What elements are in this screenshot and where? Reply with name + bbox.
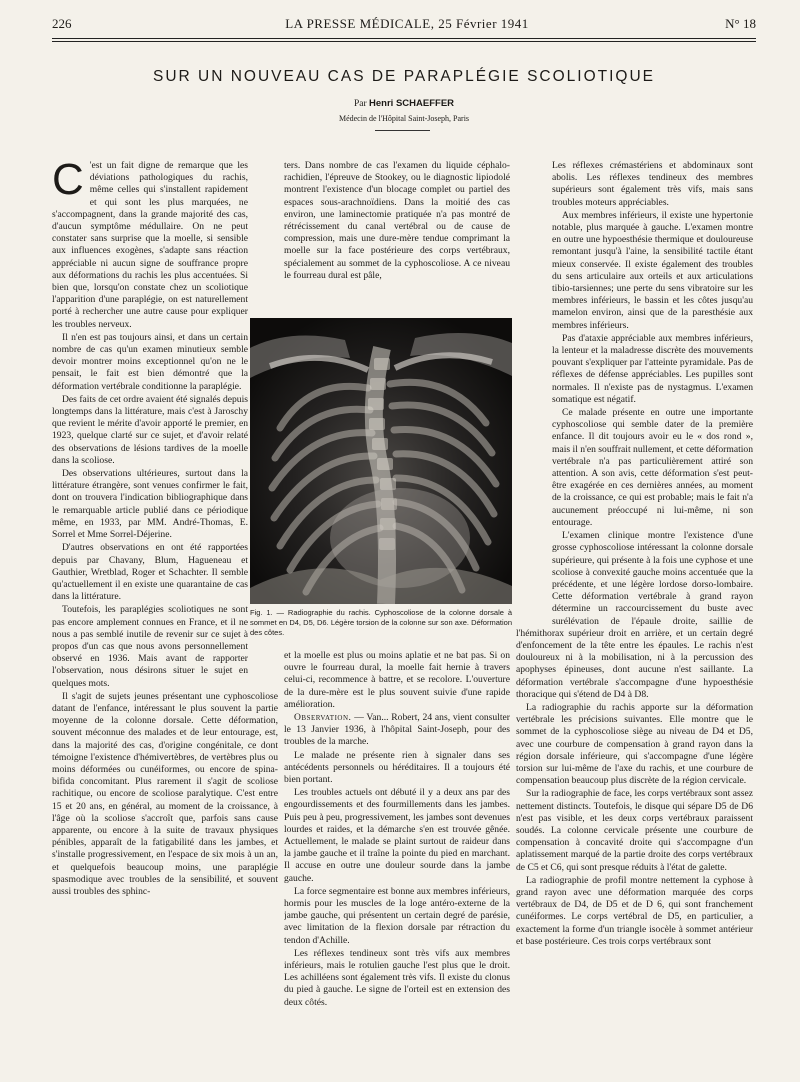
paragraph: Les réflexes tendineux sont très vifs aux membres inférieurs, mais le rotulien gauche l'est plus que le droit. Les achilléens sont également très vifs. Il existe du clonus du pied à gauche. Le signe de l'orteil est en extension des deux côtés. — [284, 947, 510, 1008]
header-rule-thin — [52, 41, 756, 42]
observation-label: Observation. — [294, 712, 352, 724]
paragraph: Toutefois, les paraplégies scoliotiques ne sont pas encore amplement connues en France, et il ne nous a pas semblé inutile de revenir sur ce sujet à propos d'un cas que nous avons personnellement observé en 1936. Mais avant de rapporter l'observation, nous désirons situer le sujet en quelques mots. — [52, 604, 248, 689]
paragraph: Aux membres inférieurs, il existe une hypertonie notable, plus marquée à gauche. L'examen montre en outre une hypoesthésie thermique et douloureuse remontant jusqu'à l'aine, la sensibilité tactile étant mieux conservée. Il existe également des troubles du sens articulaire aux orteils et aux articulations tibio-tarsiennes; une perte du sens vibratoire sur les membres inférieurs, le bassin et les côtes jusqu'au mamelon environ, ainsi que de la paresthésie aux membres inférieurs. — [552, 209, 753, 331]
column-1 — [52, 160, 278, 1030]
author-prefix: Par — [353, 99, 367, 109]
paragraph: D'autres observations en ont été rapportées depuis par Chavany, Blum, Hagueneau et Gauthier, Wretblad, Roger et Schachter. Il semble qu'actuellement il en existe une quarantaine de cas dans la littérature. — [52, 542, 248, 603]
paragraph: La radiographie de profil montre nettement la cyphose à grand rayon avec une déformation marquée des corps vertébraux de D4, de D5 et de D 6, qui sont franchement cunéiformes. Le corps vertébral de D5, en particulier, a exactement la forme d'un triangle isocèle à sommet antérieur et base postérieure. Ces trois corps vertébraux sont — [516, 874, 753, 947]
page-number: 226 — [52, 16, 72, 31]
figure-caption: Fig. 1. — Radiographie du rachis. Cyphoscoliose de la colonne dorsale à sommet en D4, D5, D6. Légère torsion de la colonne sur son axe. Déformation des côtes. — [250, 608, 512, 637]
paragraph: et la moelle est plus ou moins aplatie et ne bat pas. Si on ouvre le fourreau dural, la moelle fait hernie à travers celui-ci, recommence à battre, et se recolore. L'ouverture de la dure-mère est le plus souvent suivie d'une rapide amélioration. — [284, 650, 510, 710]
author-affiliation: Médecin de l'Hôpital Saint-Joseph, Paris — [338, 114, 470, 123]
paragraph: ters. Dans nombre de cas l'examen du liquide céphalo-rachidien, l'épreuve de Stookey, ou le diagnostic lipiodolé montrent l'existence d'un blocage complet ou partiel des espaces sous-arachnoïdiens. Dans la moitié des cas environ, une laminectomie pratiquée n'a pas montré de rétrécissement du canal vertébral ou de cause de compression, mais une dure-mère tendue comprimant la moelle sur la face postérieure des corps vertébraux, spécialement au sommet de la cyphoscoliose. A ce niveau le fourreau dural est pâle, — [284, 160, 510, 281]
observation-paragraph: Observation. — Van... Robert, 24 ans, vient consulter le 13 Janvier 1936, à l'hôpital Saint-Joseph, pour des troubles de la marche. — [284, 712, 510, 748]
paragraph: Les troubles actuels ont débuté il y a deux ans par des engourdissements et des fourmillements dans les jambes. Puis peu à peu, progressivement, les jambes sont devenues lourdes et raides, et la démarche s'en est trouvée gênée. Actuellement, le malade se plaint surtout de raideur dans la jambe gauche et il traîne la pointe du pied en marchant. Il accuse en outre une douleur sourde dans la jambe gauche. — [284, 787, 510, 884]
journal-title: LA PRESSE MÉDICALE, 25 Février 1941 — [285, 16, 529, 31]
paragraph: C 'est un fait digne de remarque que les déviations pathologiques du rachis, même celles qui s'installent rapidement et qui sont les plus marquées, ne s'accompagnent, dans la grande majorité des cas, d'aucun symptôme médullaire. On ne peut constater sans surprise que la moelle, si sensible aux influences exogènes, s'adapte sans réaction appréciable ni aucun signe de souffrance propre aux déformations du rachis les plus accentuées. Si bien que, lorsqu'on constate chez un scoliotique l'apparition d'une paraplégie, on est naturellement porté à rechercher une autre cause pour expliquer les troubles nerveux. — [52, 160, 248, 330]
xray-figure — [250, 318, 512, 604]
paragraph: Les réflexes crémastériens et abdominaux sont abolis. Les réflexes tendineux des membres supérieurs sont également très vifs, mais sans troubles moteurs appréciables. — [552, 160, 753, 208]
drop-cap: C — [52, 160, 84, 204]
issue-number: N° 18 — [725, 16, 756, 31]
column-2-top — [284, 160, 510, 312]
column-3 — [516, 160, 753, 1030]
paragraph: La radiographie du rachis apporte sur la déformation vertébrale les précisions suivantes. Elle montre que le sommet de la cyphoscoliose siège au niveau de D4 et D5, avec une courbure de compensation à grand rayon dans la région dorsale inférieure, qui s'accompagne d'une légère torsion sur lui-même de l'axe du rachis, et une courbure de compensation beaucoup plus discrète de la région cervicale. — [516, 701, 753, 787]
paragraph: Le malade ne présente rien à signaler dans ses antécédents personnels ou héréditaires. Il a toujours été bien portant. — [284, 749, 510, 786]
paragraph: Ce malade présente en outre une importante cyphoscoliose qui semble dater de la première enfance. Il dit toujours avoir eu le « dos rond », mais il n'en souffrait nullement, et cette déformation vertébrale n'a pas particulièrement attiré son attention. A son avis, cette déformation s'est peut-être exagérée en ces dernières années, au moment de la croissance, ce qui est probable; mais le fait n'a aucunement préoccupé ni lui-même, ni son entourage. — [552, 407, 753, 528]
column-2-bottom — [284, 650, 510, 1030]
paragraph: Il s'agit de sujets jeunes présentant une cyphoscoliose datant de l'enfance, intéressant le plus souvent la partie moyenne de la colonne dorsale. Cette déformation, souvent méconnue des malades et de leur entourage, est, dans la majorité des cas, d'origine congénitale, ce dont témoigne l'existence d'hémivertèbres, de vertèbres plus ou moins déformées ou cunéiformes, ou encore de spina-bifida concomitant. Plus rarement il s'agit de scoliose rachitique, ou encore de scoliose paralytique. C'est entre 15 et 20 ans, en général, au moment de la croissance, à l'âge où la scoliose s'accroît que, parfois sans cause apparente, ou encore à la suite de travaux physiques pénibles, apparaît de la fatigabilité dans les jambes, et s'installe progressivement, en l'espace de six mois à un an, et quelquefois beaucoup moins, une paraplégie spasmodique avec troubles de la sensibilité, et souvent aussi troubles des sphinc- — [52, 690, 278, 897]
paragraph: L'examen clinique montre l'existence d'une grosse cyphoscoliose intéressant la colonne dorsale supérieure, qui présente à la fois une cyphose et une scoliose à convexité gauche moins accentuée que la précédente, et une légère lordose dorso-lombaire. Cette déformation vertébrale à grand rayon détermine un raccourcissement du buste avec surélévation de l'épaule droite, saillie de l'hémithorax supérieur droit en arrière, et un certain degré d'enfoncement de la tête entre les épaules. Le rachis n'est douloureux ni à la mobilisation, ni à la percussion des apophyses épineuses, dont aucune n'est saillante. La déformation vertébrale s'accompagne d'une hypoesthésie thoracique qui s'étend de D4 à D8. — [516, 530, 753, 700]
paragraph: Sur la radiographie de face, les corps vertébraux sont assez nettement distincts. Toutefois, le disque qui sépare D5 de D6 n'est pas visible, et les deux corps vertébraux paraissent soudés. La colonne cervicale présente une courbure de compensation à concavité droite qui s'accompagne d'un aplatissement marqué de la partie droite des corps vertébraux de C5 et C6, qui sont presque réduits à l'état de galette. — [516, 788, 753, 873]
header-rule — [52, 38, 756, 39]
xray-image — [250, 318, 512, 604]
title-divider — [375, 130, 430, 131]
paragraph: Il n'en est pas toujours ainsi, et dans un certain nombre de cas qu'un examen minutieux semble devoir montrer moins exceptionnel qu'on ne le pensait, le fait est bien démontré que la déformation vertébrale conditionne la paraplégie. — [52, 331, 248, 392]
author-line — [52, 98, 756, 109]
article-title: SUR UN NOUVEAU CAS DE PARAPLÉGIE SCOLIOTIQUE — [153, 68, 655, 85]
author-name: Henri SCHAEFFER — [369, 98, 455, 109]
paragraph: Des faits de cet ordre avaient été signalés depuis longtemps dans la littérature, mais c'est à Jaroschy que revient le mérite d'avoir apporté le premier, en 1923, quelque clarté sur ce sujet, et d'avoir relaté des observations de lésions tardives de la moelle dans la scoliose. — [52, 393, 248, 466]
paragraph: Des observations ultérieures, surtout dans la littérature étrangère, sont venues confirmer le fait, dont on trouvera l'indication bibliographique dans le remarquable article publié dans ce périodique même, en 1933, par MM. André-Thomas, E. Sorrel et Mme Sorrel-Déjerine. — [52, 468, 248, 541]
paragraph: La force segmentaire est bonne aux membres inférieurs, hormis pour les muscles de la loge antéro-externe de la jambe gauche, qui présentent un certain degré de parésie, avec limitation de la flexion dorsale par rétraction du tendon d'Achille. — [284, 885, 510, 946]
paragraph: Pas d'ataxie appréciable aux membres inférieurs, la lenteur et la maladresse discrète des mouvements pouvant s'expliquer par l'atteinte pyramidale. Pas de réflexes de défense appréciables. Les pupilles sont normales. Il n'existe pas de nystagmus. L'examen somatique est négatif. — [552, 332, 753, 405]
page-header — [52, 16, 756, 38]
